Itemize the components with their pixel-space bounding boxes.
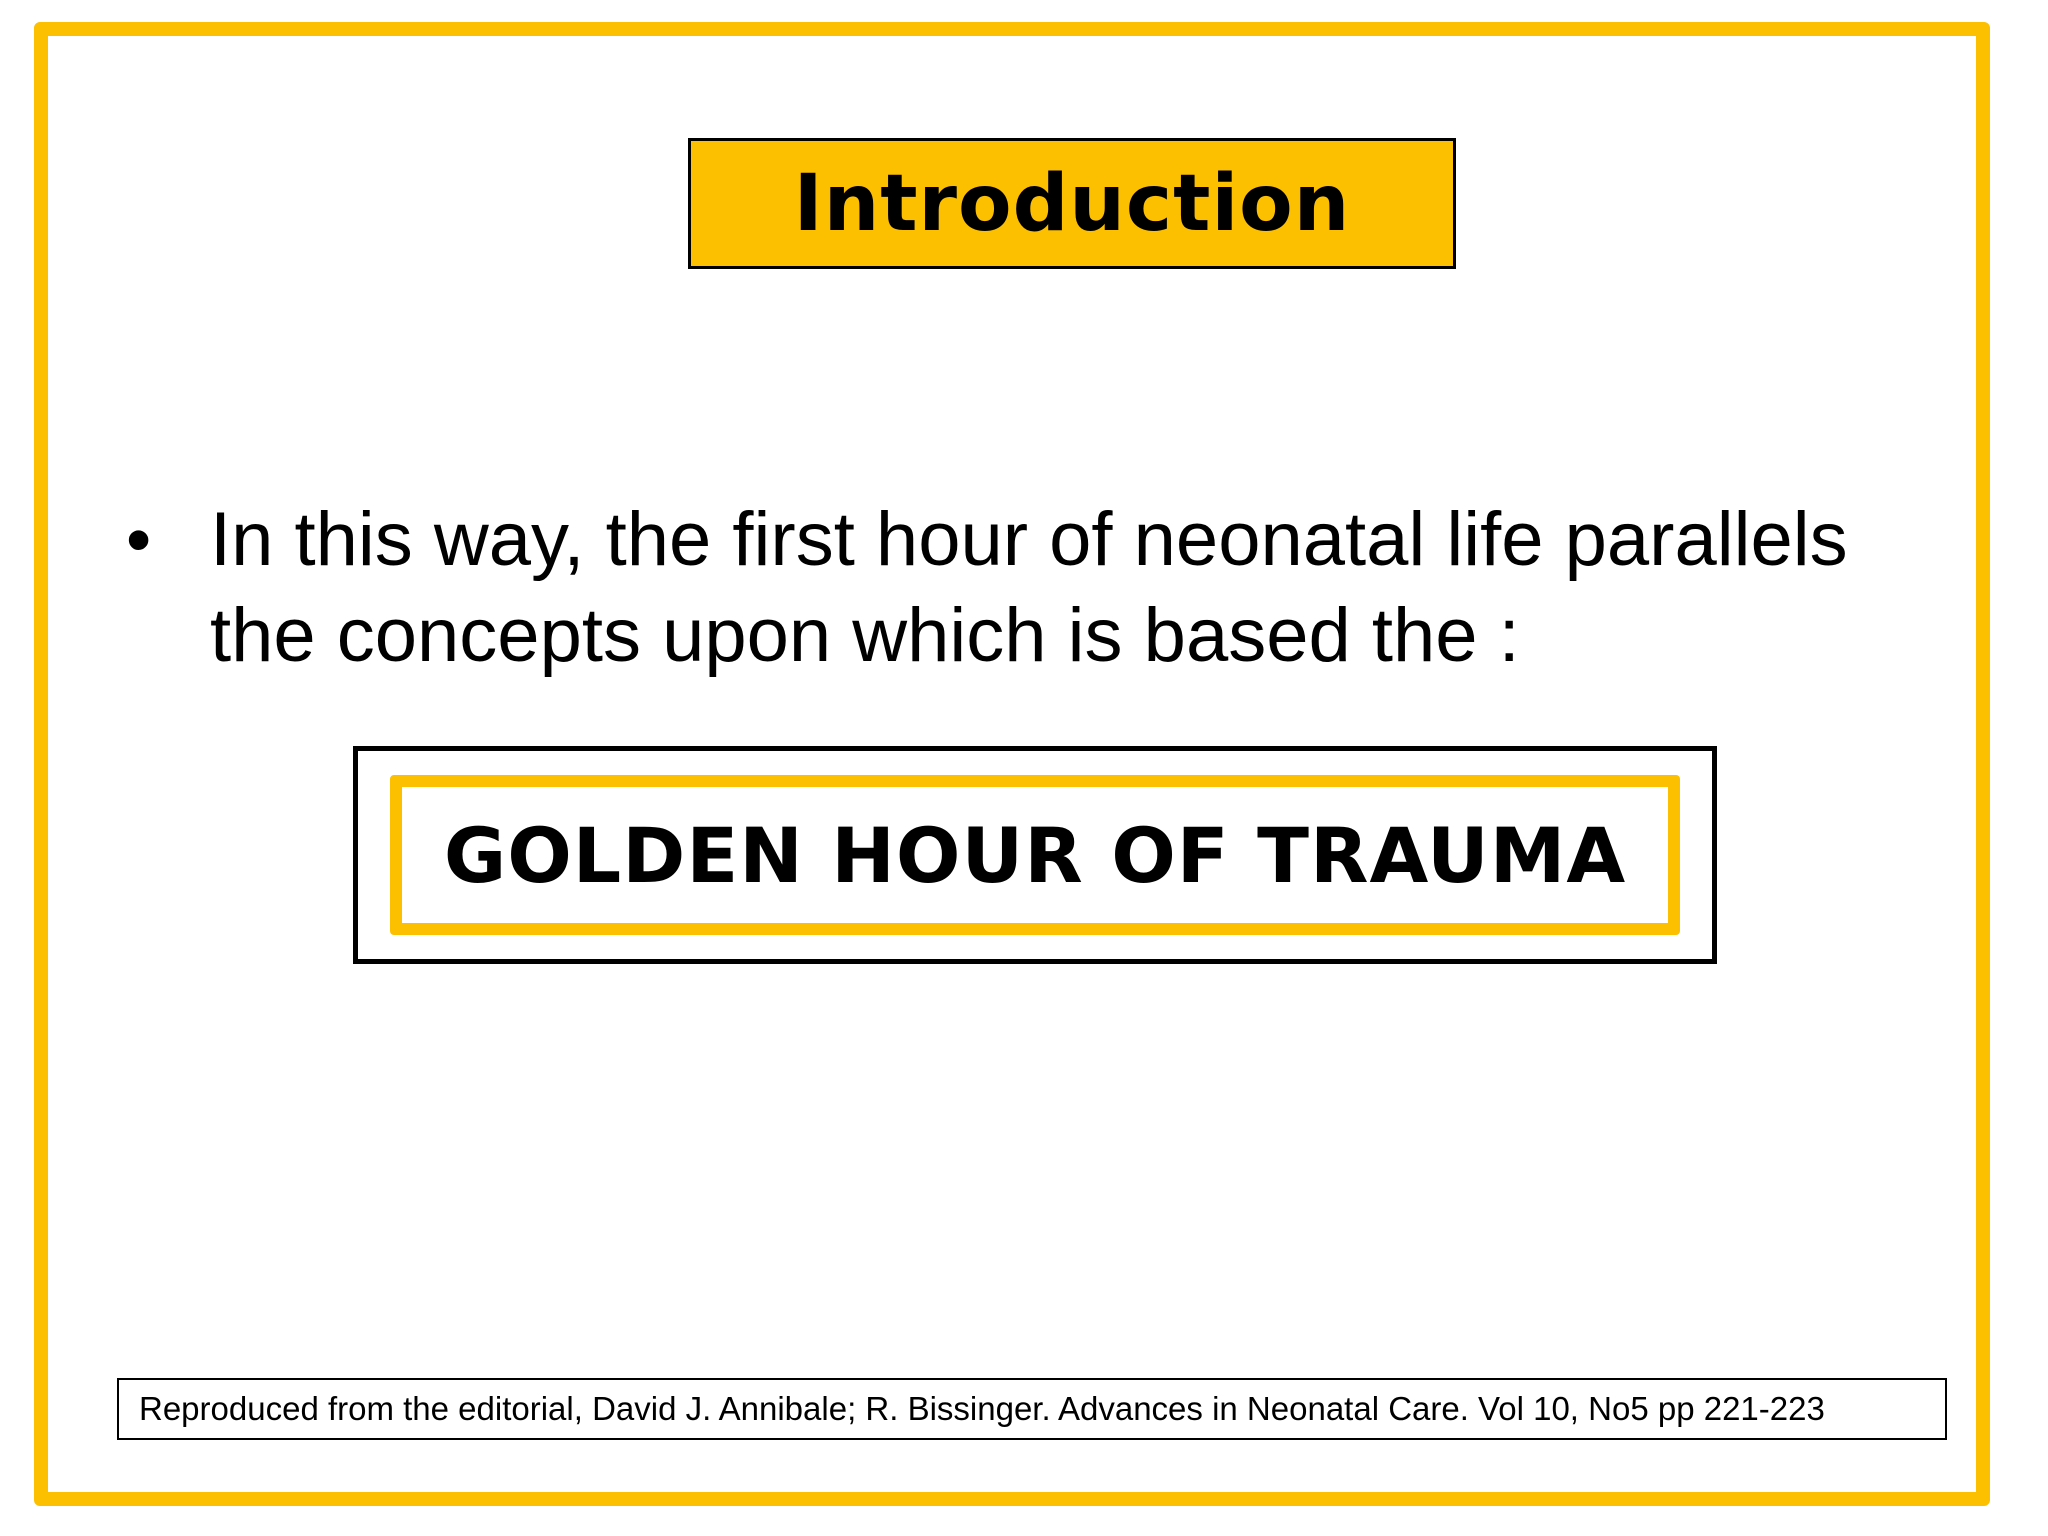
- highlight-text: GOLDEN HOUR OF TRAUMA: [443, 810, 1627, 900]
- bullet-text: In this way, the first hour of neonatal life parallels the concepts upon which is based the :: [210, 497, 1848, 678]
- bullet-item: [126, 492, 1966, 684]
- slide-title: Introduction: [793, 158, 1351, 249]
- title-box: [688, 138, 1456, 269]
- citation-box: [117, 1378, 1947, 1440]
- bullet-icon: •: [126, 500, 152, 580]
- bullet-list: [126, 492, 1966, 684]
- citation-text: Reproduced from the editorial, David J. Annibale; R. Bissinger. Advances in Neonatal Care. Vol 10, No5 pp 221-223: [139, 1390, 1825, 1427]
- highlight-inner-frame: [390, 775, 1680, 935]
